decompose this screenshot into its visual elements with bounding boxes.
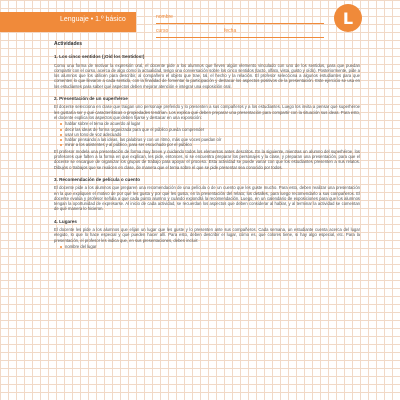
list-item: nombre del lugar: [60, 244, 360, 249]
section-paragraph: El docente les pide a los alumnos que elijan un lugar que les guste y lo presenten ante sus compañeros. Cada semana, un estudiante cuenta acerca del lugar elegido, lo que lo hace especial y qué pueden hacer allí. Para esto, deben describir el lugar, cómo es, qué colores tiene, si hay algo especial, etc. Para la presentación, el profesor les indica que, en sus presentaciones, deben incluir:: [54, 227, 360, 243]
list-item: hablar pensando a las ideas, las palabras y con un ritmo, más que voces puedan oír: [60, 137, 360, 142]
activities-content: [54, 42, 360, 250]
section-paragraph: El profesor modela una presentación de forma muy breve y cuidando todos los elementos antes descritos. En la siguiente, mientras un alumno del superhéroe, los profesores que falten a la forma en que explican, les pide, entonces, si se encuentra preparar los personajes y la clase, y preparan una presentación, para que el docente se encargue de organizar los grupos de trabajo para apoyar el proceso. Esta actividad se puede variar con que los estudiantes presenten a sus relatos. Dibujos o trabajos que se realicen en clase, de manera que el tema sobre el que se pide presentar sea conocido por todos.: [54, 148, 360, 170]
bullet-list: [60, 244, 360, 249]
section-title: 2. Presentación de un superhéroe: [54, 96, 128, 102]
section-paragraph: Como una forma de motivar la expresión oral, el docente pide a los alumnos que lleven algún elemento vinculado con uno de los sentidos, para que puedan compartir con el curso, acerca de algo como la actualidad, tengo una conversación sobre los cinco sentidos (tacto, olfato, vista, gusto y oído). Posteriormente, pide a los alumnos que los utilicen para describir, al compañero el objeto que trae, tal, el hecho y la relación. El profesor selecciona a algunos estudiantes para que comenten lo que llevaron a cada sentido, con la finalidad de fomentar la participación y destacar los aspectos positivos de la presentación. Este ejercicio se usa en los estudiantes para saber qué aspectos deben mejorar atención e integrar una exposición oral.: [54, 62, 360, 89]
student-info-fields: [156, 12, 324, 40]
list-item: usar un tono de voz adecuado: [60, 132, 360, 137]
section-title: 4. Lugares: [54, 218, 77, 224]
page-title: Actividades: [54, 41, 83, 47]
section-paragraph: El docente pide a los alumnos que preparen una recomendación de una película o de un cuento que les guste mucho. Para esto, deben realizar una presentación en la que expliquen el motivo de por qué les gusta y por qué les gusta, en la presentación del relato; los detalles, para luego recomendarlo a sus compañeros. El docente evalúa y profesor señala a que cada punto alumno y cuándo expondrá la recomendación. Luego, en un calendario de exposiciones para que los alumnos tengan la oportunidad de expresarse. Al inicio de cada actividad, se recuerdan los aspectos que deben considerar al hablar, y al terminar la actividad se comentan de qué manera lo hicieron.: [54, 185, 360, 212]
date-label: fecha: [224, 28, 237, 34]
course-date-row: [156, 26, 324, 40]
subject-label: Lenguaje • 1.º básico: [60, 16, 126, 23]
section-title: 1. Los cinco sentidos (¡Oíd los Sentidos!): [54, 54, 145, 60]
list-item: mirar a los asistentes y al público, para ser escuchado por el público: [60, 142, 360, 147]
course-label: curso: [156, 28, 169, 34]
name-label: nombre: [156, 14, 173, 20]
name-line: [156, 23, 324, 24]
course-date-line[interactable]: [156, 37, 324, 38]
name-field[interactable]: [156, 12, 324, 26]
subject-badge: L: [334, 4, 362, 32]
list-item: hablar sobre el tema de acuerdo al lugar: [60, 121, 360, 126]
section-title: 3. Recomendación de película o cuento: [54, 176, 141, 182]
section-paragraph: El docente selecciona en clase que traigan uno personaje preferido y lo presenten a sus compañeros y a los estudiantes. Luego los invita a pensar qué superhéroe les gustaría ser y qué características o propiedades tendrían. Los explica qué deben preparar una presentación para compartir con la situación sus ideas. Para esto, el docente explica los aspectos que deben fijarse y destacar en una exposición:: [54, 104, 360, 120]
list-item: decir las ideas de forma organizada para que el público pueda comprender: [60, 127, 360, 132]
bullet-list: [60, 121, 360, 147]
